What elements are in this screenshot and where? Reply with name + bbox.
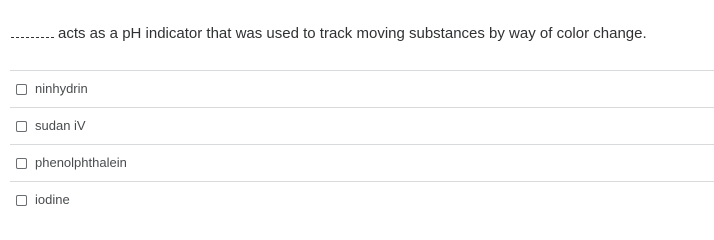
option-ninhydrin[interactable]	[10, 70, 714, 107]
question-text-container	[11, 24, 711, 44]
checkbox[interactable]	[16, 121, 27, 132]
option-phenolphthalein[interactable]	[10, 144, 714, 181]
answer-options	[10, 70, 714, 218]
option-label: iodine	[35, 192, 70, 207]
option-label: ninhydrin	[35, 81, 88, 96]
option-label: sudan iV	[35, 118, 86, 133]
checkbox[interactable]	[16, 158, 27, 169]
checkbox[interactable]	[16, 195, 27, 206]
fill-in-blank	[11, 26, 54, 38]
option-iodine[interactable]	[10, 181, 714, 218]
option-sudan-iv[interactable]	[10, 107, 714, 144]
question-text: acts as a pH indicator that was used to track moving substances by way of color change.	[58, 25, 647, 42]
checkbox[interactable]	[16, 84, 27, 95]
option-label: phenolphthalein	[35, 155, 127, 170]
